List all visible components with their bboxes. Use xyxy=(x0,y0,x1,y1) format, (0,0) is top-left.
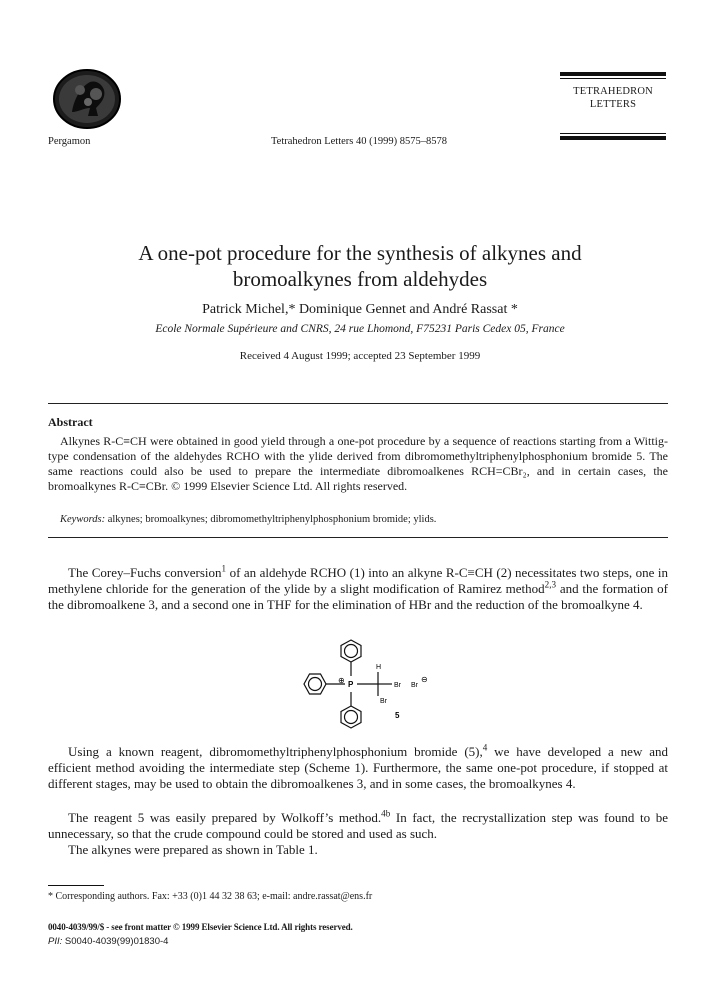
atom-label-br-bottom: Br xyxy=(380,698,387,705)
atom-label-br-right: Br xyxy=(394,682,401,689)
p3-text-b: In fact, the recrystallization step was found to be unnecessary, so that the crude compound could be stored and used as such. xyxy=(48,810,668,841)
body-paragraph-2 xyxy=(48,744,668,792)
atom-label-h: H xyxy=(376,664,382,671)
journal-name-line2: LETTERS xyxy=(589,99,637,110)
pii-label: PII: xyxy=(48,936,63,947)
front-matter-notice: 0040-4039/99/$ - see front matter © 1999 Elsevier Science Ltd. All rights reserved. xyxy=(48,922,353,932)
abstract-heading: Abstract xyxy=(48,415,93,429)
charge-minus: ⊖ xyxy=(421,675,428,684)
p1-text-a: The Corey–Fuchs conversion xyxy=(68,565,222,580)
keywords-label: Keywords: xyxy=(60,514,106,525)
abstract-top-rule xyxy=(48,403,668,404)
article-title-line1: A one-pot procedure for the synthesis of alkynes and xyxy=(138,241,582,265)
masthead-rule-bottom-thin xyxy=(560,133,666,134)
authors: Patrick Michel,* Dominique Gennet and André Rassat * xyxy=(202,302,518,317)
masthead-rule-top-thin xyxy=(560,78,666,79)
keywords-list: alkynes; bromoalkynes; dibromomethyltriphenylphosphonium bromide; ylids. xyxy=(105,514,437,525)
masthead-rule-bottom xyxy=(560,136,666,140)
body-paragraph-3 xyxy=(48,810,668,842)
p2-text-a: Using a known reagent, dibromomethyltriphenylphosphonium bromide (5), xyxy=(68,744,483,759)
elsevier-tree-logo xyxy=(52,68,122,130)
pii-value: S0040-4039(99)01830-4 xyxy=(62,936,169,947)
counter-ion-br: Br xyxy=(411,682,418,689)
p2-text-b: we have developed a new and efficient method avoiding the intermediate step (Scheme 1). Furthermore, the same one-pot procedure, if stopped at different stages, may be used to obtain the dibromoalkenes 3, and in some cases, the bromoalkynes 4. xyxy=(48,744,668,791)
citation-ref: 1 xyxy=(221,563,227,574)
pii-identifier xyxy=(48,936,168,947)
journal-name-line1: TETRAHEDRON xyxy=(573,86,653,97)
citation-ref: 4b xyxy=(381,808,391,819)
footnote-corresponding-authors: * Corresponding authors. Fax: +33 (0)1 44 32 38 63; e-mail: andre.rassat@ens.fr xyxy=(48,891,373,902)
keywords xyxy=(60,514,668,525)
atom-label-p: P xyxy=(348,680,354,689)
article-title-line2: bromoalkynes from aldehydes xyxy=(232,267,488,291)
body-paragraph-4: The alkynes were prepared as shown in Table 1. xyxy=(68,842,318,857)
journal-citation: Tetrahedron Letters 40 (1999) 8575–8578 xyxy=(271,136,447,147)
masthead-rule-top xyxy=(560,72,666,76)
abstract-bottom-rule xyxy=(48,537,668,538)
abstract-text: Alkynes R-C≡CH were obtained in good yield through a one-pot procedure by a sequence of reactions starting from a Wittig-type condensation of the aldehydes RCHO with the ylide derived from dibromomethyltriphenylphosphonium bromide 5. The same reactions could also be used to prepare the intermediate dibromoalkenes RCH=CBr₂, and in certain cases, the bromoalkynes R-C≡CBr. © 1999 Elsevier Science Ltd. All rights reserved. xyxy=(48,434,668,493)
p1-text-b: of an aldehyde RCHO (1) into an alkyne R-C≡CH (2) necessitates two steps, one in methylene chloride for the generation of the ylide by a slight modification of Ramirez method xyxy=(48,565,668,596)
footnote-rule xyxy=(48,885,104,886)
journal-name xyxy=(560,85,666,111)
citation-ref: 4 xyxy=(482,742,488,753)
article-title xyxy=(60,240,660,292)
compound-number: 5 xyxy=(395,711,400,720)
chemical-structure-5 xyxy=(300,636,450,736)
affiliation: Ecole Normale Supérieure and CNRS, 24 rue Lhomond, F75231 Paris Cedex 05, France xyxy=(155,323,565,335)
received-dates: Received 4 August 1999; accepted 23 September 1999 xyxy=(239,350,481,362)
journal-masthead xyxy=(560,72,666,140)
publisher-name: Pergamon xyxy=(48,136,91,147)
citation-ref: 2,3 xyxy=(544,579,557,590)
charge-plus: ⊕ xyxy=(338,676,345,685)
p1-text-c: and the formation of the dibromoalkene 3, and a second one in THF for the elimination of HBr and the reduction of the bromoalkyne 4. xyxy=(48,581,668,612)
p3-text-a: The reagent 5 was easily prepared by Wolkoff’s method. xyxy=(68,810,382,825)
body-paragraph-1 xyxy=(48,565,668,613)
